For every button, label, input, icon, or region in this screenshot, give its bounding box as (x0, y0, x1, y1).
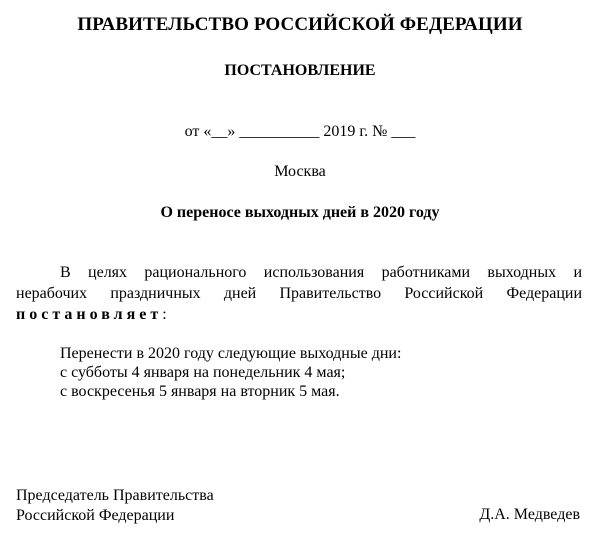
date-and-number-line: от «__» __________ 2019 г. № ___ (184, 123, 416, 140)
signatory-position (16, 486, 214, 526)
decision-line-1: Перенести в 2020 году следующие выходные дни: (60, 345, 402, 362)
document-type-heading: ПОСТАНОВЛЕНИЕ (224, 62, 376, 79)
intro-line-3 (16, 306, 167, 323)
signatory-name: Д.А. Медведев (479, 506, 580, 523)
signatory-position-line-2: Российской Федерации (16, 507, 175, 524)
city-name: Москва (274, 163, 326, 180)
decree-colon: : (162, 306, 167, 323)
decision-block (60, 344, 401, 401)
decision-line-3: с воскресенья 5 января на вторник 5 мая. (60, 383, 340, 400)
government-title: ПРАВИТЕЛЬСТВО РОССИЙСКОЙ ФЕДЕРАЦИИ (77, 14, 523, 35)
intro-paragraph (16, 262, 582, 325)
intro-line-1: В целях рационального использования работниками выходных и (60, 264, 582, 281)
signatory-position-line-1: Председатель Правительства (16, 487, 214, 504)
decree-subject: О переносе выходных дней в 2020 году (160, 204, 440, 221)
decree-word: постановляет (16, 306, 163, 323)
decision-line-2: с субботы 4 января на понедельник 4 мая; (60, 364, 346, 381)
intro-line-2: нерабочих праздничных дней Правительство Российской Федерации (16, 285, 582, 302)
